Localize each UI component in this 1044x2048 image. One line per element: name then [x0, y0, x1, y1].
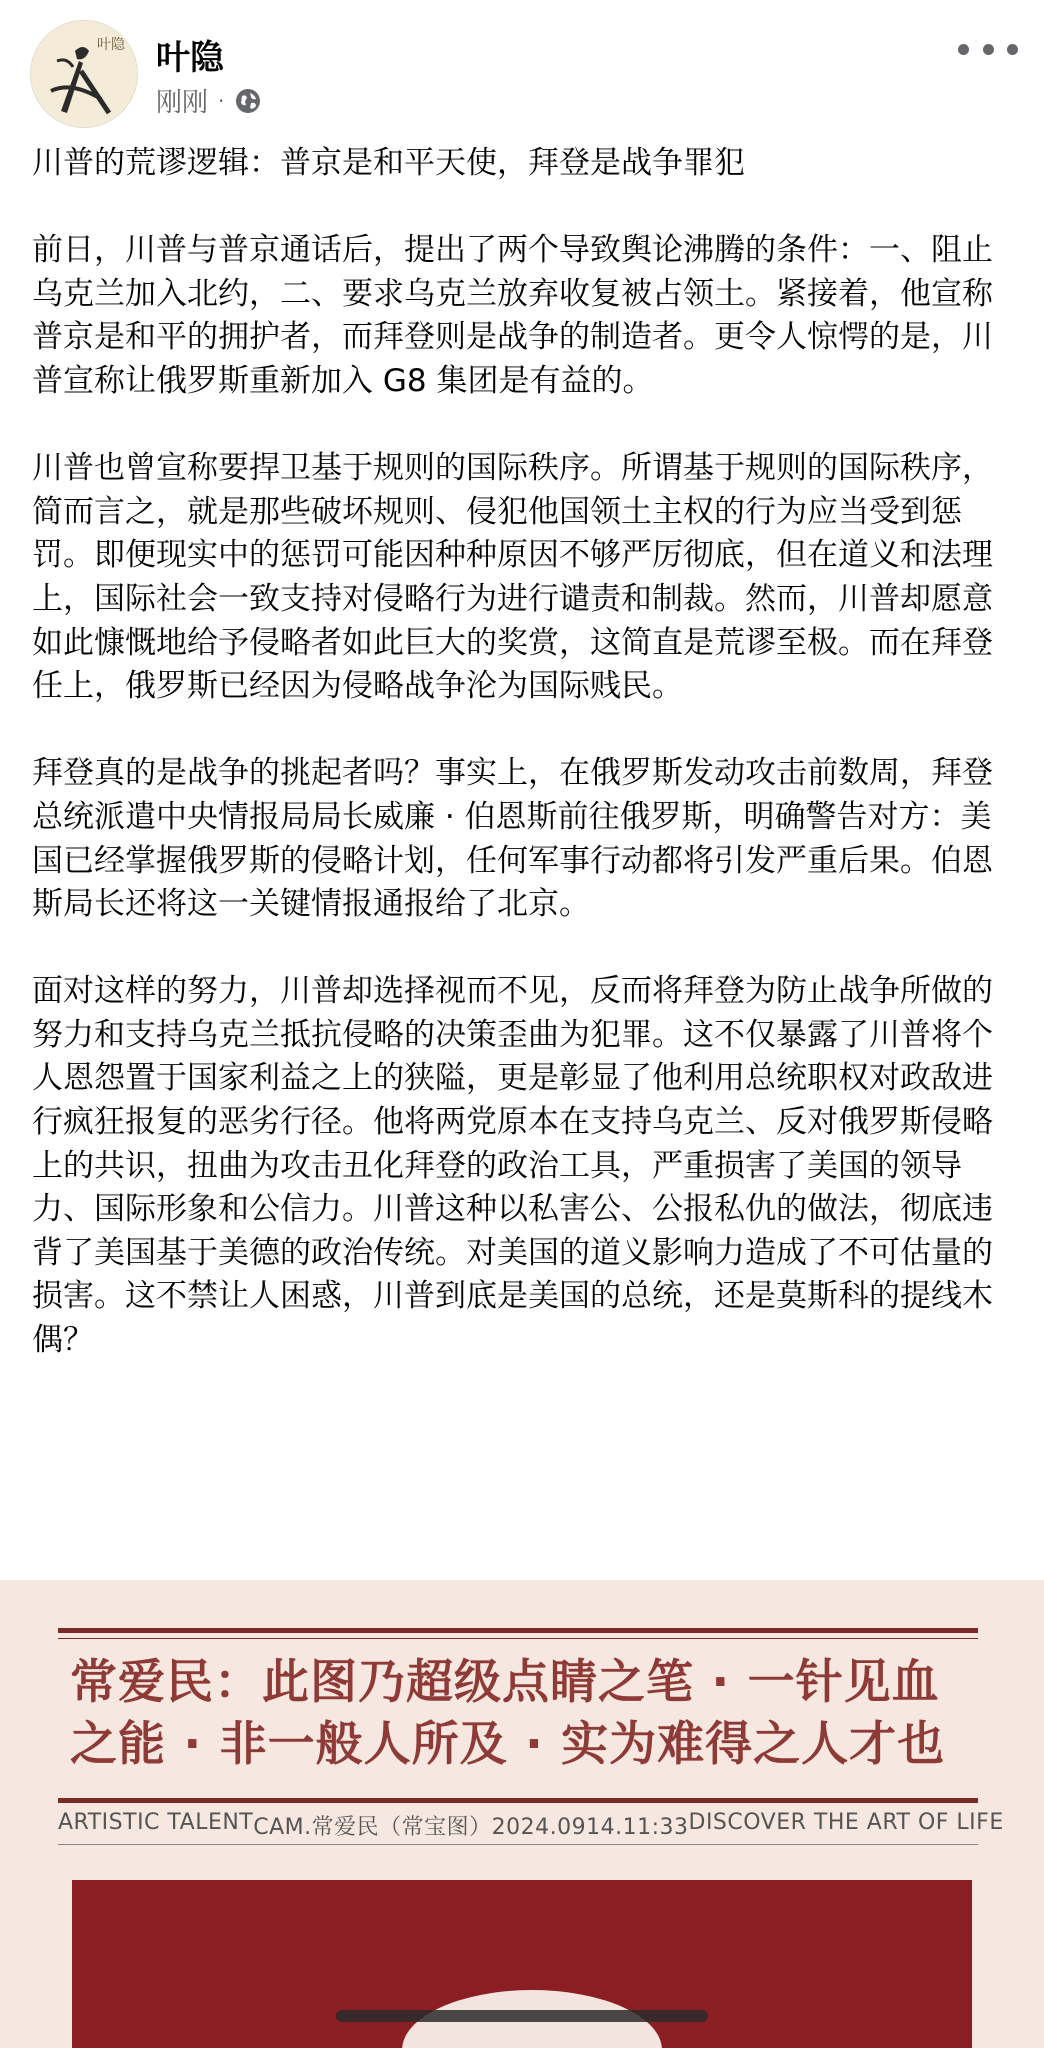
globe-icon[interactable]	[234, 87, 262, 115]
post-paragraph: 前日，川普与普京通话后，提出了两个导致舆论沸腾的条件：一、阻止乌克兰加入北约，二、要求乌克兰放弃收复被占领土。紧接着，他宣称普京是和平的拥护者，而拜登则是战争的制造者。更令人惊愕的是，川普宣称让俄罗斯重新加入 G8 集团是有益的。	[32, 232, 993, 399]
avatar-illustration	[31, 21, 137, 127]
caption-mid: CAM.常爱民（常宝图）2024.0914.11:33	[253, 1815, 689, 1840]
author-avatar[interactable]	[30, 20, 138, 128]
image-top-rule-thin	[58, 1638, 978, 1639]
more-options-icon[interactable]	[958, 34, 1018, 64]
post-paragraph: 川普也曾宣称要捍卫基于规则的国际秩序。所谓基于规则的国际秩序，简而言之，就是那些破坏规则、侵犯他国领土主权的行为应当受到惩罚。即便现实中的惩罚可能因种种原因不够严厉彻底，但在道义和法理上，国际社会一致支持对侵略行为进行谴责和制裁。然而，川普却愿意如此慷慨地给予侵略者如此巨大的奖赏，这简直是荒谬至极。而在拜登任上，俄罗斯已经因为侵略战争沦为国际贱民。	[32, 450, 993, 705]
banner-line-1: 常爱民：此图乃超级点睛之笔 · 一针见血	[70, 1655, 940, 1710]
caption-left: ARTISTIC TALENT	[58, 1810, 254, 1835]
post-paragraph: 面对这样的努力，川普却选择视而不见，反而将拜登为防止战争所做的努力和支持乌克兰抵抗侵略的决策歪曲为犯罪。这不仅暴露了川普将个人恩怨置于国家利益之上的狭隘，更是彰显了他利用总统职权对政敌进行疯狂报复的恶劣行径。他将两党原本在支持乌克兰、反对俄罗斯侵略上的共识，扭曲为攻击丑化拜登的政治工具，严重损害了美国的领导力、国际形象和公信力。川普这种以私害公、公报私仇的做法，彻底违背了美国基于美德的政治传统。对美国的道义影响力造成了不可估量的损害。这不禁让人困惑，川普到底是美国的总统，还是莫斯科的提线木偶？	[32, 973, 993, 1359]
caption-right: DISCOVER THE ART OF LIFE	[688, 1810, 1004, 1835]
banner-line-2: 之能 · 非一般人所及 · 实为难得之人才也	[70, 1717, 946, 1772]
post-timestamp[interactable]: 刚刚	[156, 88, 209, 118]
post-meta	[156, 82, 262, 119]
post-header	[0, 0, 1044, 130]
author-name[interactable]: 叶隐	[156, 38, 224, 78]
post-image[interactable]	[0, 1580, 1044, 2048]
meta-separator: ·	[218, 88, 225, 113]
post-paragraph: 拜登真的是战争的挑起者吗？事实上，在俄罗斯发动攻击前数周，拜登总统派遣中央情报局局长威廉 · 伯恩斯前往俄罗斯，明确警告对方：美国已经掌握俄罗斯的侵略计划，任何军事行动都将引发严重后果。伯恩斯局长还将这一关键情报通报给了北京。	[32, 755, 993, 923]
post-text	[32, 142, 1012, 1406]
image-top-rule	[58, 1628, 978, 1633]
svg-text:叶隐: 叶隐	[97, 37, 125, 53]
post-paragraph-title: 川普的荒谬逻辑：普京是和平天使，拜登是战争罪犯	[32, 145, 745, 181]
home-indicator[interactable]	[336, 2010, 708, 2022]
image-caption	[58, 1810, 1004, 1841]
image-bottom-rule	[58, 1844, 978, 1845]
image-artwork-panel	[72, 1880, 972, 2048]
image-banner-text	[70, 1652, 990, 1776]
image-mid-rule	[58, 1798, 978, 1803]
